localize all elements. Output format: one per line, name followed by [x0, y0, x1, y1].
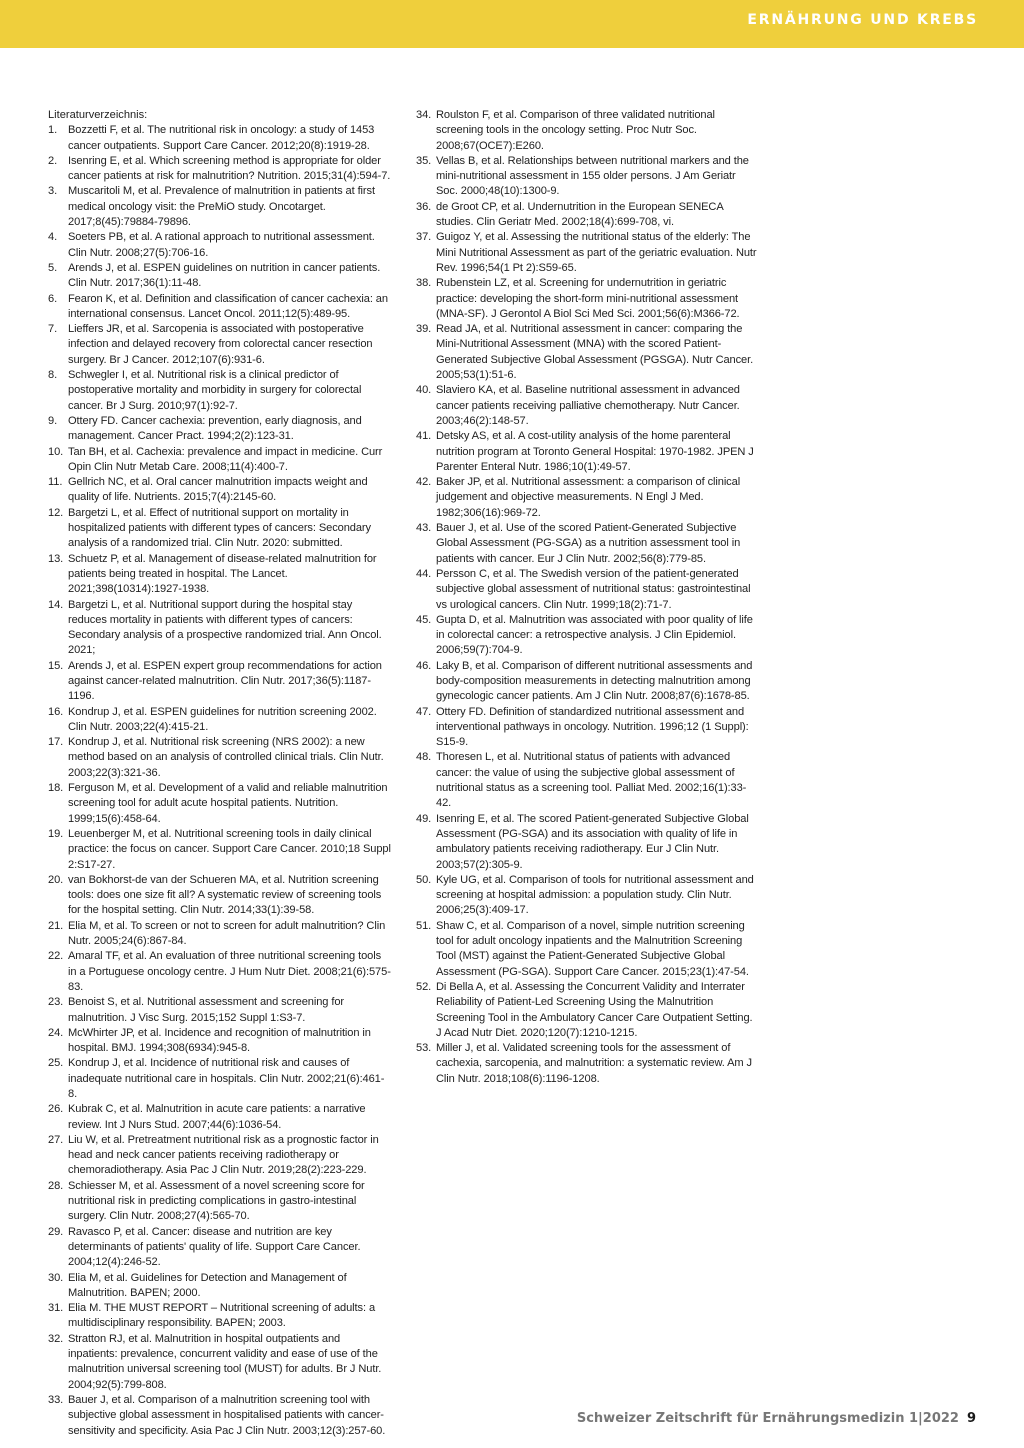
reference-text: Vellas B, et al. Relationships between nutritional markers and the mini-nutritional assessment in 155 older persons. J Am Geriatr Soc. 2000;48(10):1300-9.	[436, 154, 749, 198]
reference-number: 44.	[416, 567, 432, 580]
reference-number: 32.	[48, 1332, 64, 1345]
reference-item	[416, 659, 760, 705]
reference-number: 8.	[48, 369, 58, 382]
reference-number: 39.	[416, 323, 432, 336]
reference-number: 24.	[48, 1026, 64, 1039]
reference-number: 18.	[48, 782, 64, 795]
reference-item	[48, 1102, 392, 1133]
reference-number: 13.	[48, 552, 64, 565]
reference-text: Ferguson M, et al. Development of a valid and reliable malnutrition screening tool for adult acute hospital patients. Nutrition. 1999;15(6):458-64.	[68, 782, 388, 825]
reference-number: 15.	[48, 659, 64, 672]
reference-number: 16.	[48, 705, 64, 718]
reference-text: Baker JP, et al. Nutritional assessment: a comparison of clinical judgement and objective measurements. N Engl J Med. 1982;306(16):969-72.	[436, 476, 741, 519]
reference-item	[416, 613, 760, 659]
reference-item	[48, 1056, 392, 1102]
reference-text: Laky B, et al. Comparison of different nutritional assessments and body-composition measurements in detecting malnutrition among gynecologic cancer patients. Am J Clin Nutr. 2008;87(6):1678-85.	[436, 659, 753, 703]
reference-text: Arends J, et al. ESPEN expert group recommendations for action against cancer-related malnutrition. Clin Nutr. 2017;36(5):1187-1196.	[68, 659, 382, 703]
reference-text: Bargetzi L, et al. Nutritional support during the hospital stay reduces mortality in patients with different types of cancers: Secondary analysis of a prospective randomized trial. Ann Oncol. 2021;	[68, 598, 382, 657]
reference-number: 11.	[48, 476, 63, 489]
reference-text: Amaral TF, et al. An evaluation of three nutritional screening tools in a Portuguese oncology centre. J Hum Nutr Diet. 2008;21(6):575-83.	[68, 950, 391, 993]
reference-number: 21.	[48, 919, 64, 932]
reference-item	[416, 919, 760, 980]
reference-number: 23.	[48, 996, 64, 1009]
reference-number: 29.	[48, 1225, 64, 1238]
reference-item	[48, 705, 392, 736]
reference-text: Guigoz Y, et al. Assessing the nutritional status of the elderly: The Mini Nutritional Assessment as part of the geriatric evaluation. Nutr Rev. 1996;54(1 Pt 2):S59-65.	[436, 231, 757, 274]
reference-number: 35.	[416, 154, 432, 167]
references-list-left	[48, 123, 392, 1439]
reference-item	[48, 1179, 392, 1225]
reference-number: 52.	[416, 980, 432, 993]
reference-text: Kondrup J, et al. ESPEN guidelines for nutrition screening 2002. Clin Nutr. 2003;22(4):415-21.	[68, 705, 377, 733]
references-column-left	[48, 108, 392, 1439]
reference-item	[416, 429, 760, 475]
reference-item	[416, 154, 760, 200]
reference-item	[416, 200, 760, 231]
reference-number: 33.	[48, 1393, 64, 1406]
reference-text: van Bokhorst-de van der Schueren MA, et al. Nutrition screening tools: does one size fit all? A systematic review of screening tools for the hospital setting. Clin Nutr. 2014;33(1):39-58.	[68, 873, 382, 917]
references-list-right	[416, 108, 760, 1087]
reference-item	[416, 980, 760, 1041]
reference-text: Lieffers JR, et al. Sarcopenia is associated with postoperative infection and delayed recovery from colorectal cancer resection surgery. Br J Cancer. 2012;107(6):931-6.	[68, 323, 373, 366]
reference-item	[48, 414, 392, 445]
reference-number: 46.	[416, 659, 432, 672]
reference-item	[416, 567, 760, 613]
reference-item	[48, 123, 392, 154]
reference-number: 36.	[416, 200, 432, 213]
reference-item	[48, 1271, 392, 1302]
reference-text: Isenring E, et al. The scored Patient-generated Subjective Global Assessment (PG-SGA) and its association with quality of life in ambulatory patients receiving radiotherapy. Eur J Clin Nutr. 2003;57(2):305-9.	[436, 812, 749, 871]
reference-number: 42.	[416, 476, 432, 489]
reference-number: 22.	[48, 950, 64, 963]
reference-number: 51.	[416, 919, 432, 932]
reference-text: Soeters PB, et al. A rational approach to nutritional assessment. Clin Nutr. 2008;27(5):706-16.	[68, 231, 375, 259]
reference-item	[48, 154, 392, 185]
reference-text: Bargetzi L, et al. Effect of nutritional support on mortality in hospitalized patients with different types of cancers: Secondary analysis of a randomized trial. Clin Nutr. 2020: submitted.	[68, 506, 371, 550]
reference-item	[48, 1133, 392, 1179]
reference-number: 37.	[416, 231, 432, 244]
reference-text: Gellrich NC, et al. Oral cancer malnutrition impacts weight and quality of life. Nutrients. 2015;7(4):2145-60.	[68, 476, 368, 504]
reference-text: Isenring E, et al. Which screening method is appropriate for older cancer patients at risk for malnutrition? Nutrition. 2015;31(4):594-7.	[68, 154, 391, 183]
reference-item	[48, 292, 392, 323]
reference-text: Bozzetti F, et al. The nutritional risk in oncology: a study of 1453 cancer outpatients. Support Care Cancer. 2012;20(8):1919-28.	[68, 124, 375, 152]
reference-item	[48, 230, 392, 261]
reference-text: Arends J, et al. ESPEN guidelines on nutrition in cancer patients. Clin Nutr. 2017;36(1):11-48.	[68, 261, 381, 290]
reference-text: Roulston F, et al. Comparison of three validated nutritional screening tools in the oncology setting. Proc Nutr Soc. 2008;67(OCE7):E260.	[436, 109, 715, 152]
reference-item	[48, 873, 392, 919]
reference-number: 34.	[416, 109, 432, 121]
reference-text: Liu W, et al. Pretreatment nutritional risk as a prognostic factor in head and neck cancer patients receiving radiotherapy or chemoradiotherapy. Asia Pac J Clin Nutr. 2019;28(2):223-229.	[68, 1133, 379, 1177]
reference-number: 38.	[416, 277, 432, 290]
reference-number: 19.	[48, 827, 64, 840]
section-title: ERNÄHRUNG UND KREBS	[747, 12, 978, 28]
reference-number: 53.	[416, 1042, 432, 1055]
reference-item	[416, 108, 760, 154]
reference-item	[416, 705, 760, 751]
reference-number: 26.	[48, 1103, 64, 1116]
reference-text: Muscaritoli M, et al. Prevalence of malnutrition in patients at first medical oncology visit: the PreMiO study. Oncotarget. 2017;8(45):79884-79896.	[68, 185, 375, 229]
reference-item	[48, 368, 392, 414]
reference-number: 31.	[48, 1302, 64, 1315]
reference-number: 43.	[416, 522, 432, 535]
references-heading: Literaturverzeichnis:	[48, 109, 148, 121]
reference-number: 7.	[48, 323, 58, 336]
reference-text: Tan BH, et al. Cachexia: prevalence and impact in medicine. Curr Opin Clin Nutr Metab Care. 2008;11(4):400-7.	[68, 445, 383, 473]
reference-number: 9.	[48, 414, 58, 427]
reference-item	[48, 184, 392, 230]
reference-number: 47.	[416, 705, 432, 718]
reference-text: Gupta D, et al. Malnutrition was associated with poor quality of life in colorectal cancer: a retrospective analysis. J Clin Epidemiol. 2006;59(7):704-9.	[436, 613, 753, 657]
reference-item	[416, 383, 760, 429]
reference-item	[48, 598, 392, 659]
reference-item	[416, 873, 760, 919]
reference-item	[48, 919, 392, 950]
reference-item	[48, 1332, 392, 1393]
reference-item	[48, 1026, 392, 1057]
reference-text: Read JA, et al. Nutritional assessment in cancer: comparing the Mini-Nutritional Assessment (MNA) with the scored Patient-Generated Subjective Global Assessment (PGSGA). Nutr Cancer. 2005;53(1):51-6.	[436, 323, 754, 382]
reference-text: Kyle UG, et al. Comparison of tools for nutritional assessment and screening at hospital admission: a population study. Clin Nutr. 2006;25(3):409-17.	[436, 873, 754, 917]
reference-number: 30.	[48, 1271, 64, 1284]
journal-title: Schweizer Zeitschrift für Ernährungsmedizin 1|2022	[576, 1411, 959, 1426]
reference-text: Fearon K, et al. Definition and classification of cancer cachexia: an international consensus. Lancet Oncol. 2011;12(5):489-95.	[68, 292, 388, 320]
reference-number: 3.	[48, 185, 58, 198]
reference-item	[48, 949, 392, 995]
reference-number: 10.	[48, 445, 64, 458]
reference-text: Slaviero KA, et al. Baseline nutritional assessment in advanced cancer patients receiving palliative chemotherapy. Nutr Cancer. 2003;46(2):148-57.	[436, 384, 740, 427]
reference-text: Elia M. THE MUST REPORT – Nutritional screening of adults: a multidisciplinary responsibility. BAPEN; 2003.	[68, 1302, 376, 1330]
reference-text: Detsky AS, et al. A cost-utility analysis of the home parenteral nutrition program at Toronto General Hospital: 1970-1982. JPEN J Parenter Enteral Nutr. 1986;10(1):49-57.	[436, 430, 754, 473]
reference-text: Rubenstein LZ, et al. Screening for undernutrition in geriatric practice: developing the short-form mini-nutritional assessment (MNA-SF). J Gerontol A Biol Sci Med Sci. 2001;56(6):M366-72.	[436, 277, 740, 320]
reference-number: 45.	[416, 613, 432, 626]
reference-item	[48, 735, 392, 781]
reference-text: Stratton RJ, et al. Malnutrition in hospital outpatients and inpatients: prevalence, concurrent validity and ease of use of the malnutrition universal screening tool (MUST) for adults. Br J Nutr. 2004;92(5):799-808.	[68, 1332, 382, 1391]
reference-item	[416, 322, 760, 383]
reference-item	[48, 552, 392, 598]
reference-item	[416, 475, 760, 521]
reference-item	[48, 445, 392, 476]
reference-text: Kondrup J, et al. Incidence of nutritional risk and causes of inadequate nutritional care in hospitals. Clin Nutr. 2002;21(6):461-8.	[68, 1057, 385, 1100]
reference-item	[416, 276, 760, 322]
reference-text: Ottery FD. Cancer cachexia: prevention, early diagnosis, and management. Cancer Pract. 1994;2(2):123-31.	[68, 414, 362, 443]
page-footer	[577, 1411, 976, 1426]
reference-item	[48, 322, 392, 368]
reference-item	[48, 261, 392, 292]
reference-item	[48, 1225, 392, 1271]
reference-number: 14.	[48, 598, 64, 611]
reference-item	[48, 1393, 392, 1439]
reference-text: Bauer J, et al. Use of the scored Patient-Generated Subjective Global Assessment (PG-SGA) as a nutrition assessment tool in patients with cancer. Eur J Clin Nutr. 2002;56(8):779-85.	[436, 522, 741, 565]
reference-text: Ravasco P, et al. Cancer: disease and nutrition are key determinants of patients' quality of life. Support Care Cancer. 2004;12(4):246-52.	[68, 1225, 361, 1269]
reference-text: Elia M, et al. To screen or not to screen for adult malnutrition? Clin Nutr. 2005;24(6):867-84.	[68, 919, 386, 948]
reference-item	[416, 750, 760, 811]
reference-text: de Groot CP, et al. Undernutrition in the European SENECA studies. Clin Geriatr Med. 2002;18(4):699-708, vi.	[436, 200, 724, 229]
reference-text: Kondrup J, et al. Nutritional risk screening (NRS 2002): a new method based on an analysis of controlled clinical trials. Clin Nutr. 2003;22(3):321-36.	[68, 736, 384, 779]
reference-text: Benoist S, et al. Nutritional assessment and screening for malnutrition. J Visc Surg. 2015;152 Suppl 1:S3-7.	[68, 996, 345, 1024]
reference-text: Thoresen L, et al. Nutritional status of patients with advanced cancer: the value of using the subjective global assessment of nutritional status as a screening tool. Palliat Med. 2002;16(1):33-42.	[436, 751, 747, 810]
reference-number: 48.	[416, 751, 432, 764]
reference-text: Shaw C, et al. Comparison of a novel, simple nutrition screening tool for adult oncology inpatients and the Malnutrition Screening Tool (MST) against the Patient-Generated Subjective Global Assessment (PG-SGA). Support Care Cancer. 2015;23(1):47-54.	[436, 919, 749, 978]
reference-item	[416, 812, 760, 873]
reference-number: 20.	[48, 873, 64, 886]
reference-number: 49.	[416, 812, 432, 825]
reference-text: Leuenberger M, et al. Nutritional screening tools in daily clinical practice: the focus on cancer. Support Care Cancer. 2010;18 Suppl 2:S17-27.	[68, 827, 391, 871]
reference-text: Schwegler I, et al. Nutritional risk is a clinical predictor of postoperative mortality and morbidity in surgery for colorectal cancer. Br J Surg. 2010;97(1):92-7.	[68, 369, 362, 412]
reference-text: Schiesser M, et al. Assessment of a novel screening score for nutritional risk in predicting complications in gastro-intestinal surgery. Clin Nutr. 2008;27(4):565-70.	[68, 1179, 365, 1223]
reference-text: Elia M, et al. Guidelines for Detection and Management of Malnutrition. BAPEN; 2000.	[68, 1271, 347, 1299]
reference-number: 12.	[48, 506, 64, 519]
reference-item	[48, 827, 392, 873]
reference-number: 28.	[48, 1179, 64, 1192]
page-number: 9	[966, 1411, 976, 1426]
reference-text: Schuetz P, et al. Management of disease-related malnutrition for patients being treated in hospital. The Lancet. 2021;398(10314):1927-1938.	[68, 552, 377, 596]
reference-number: 6.	[48, 292, 58, 305]
reference-item	[48, 1301, 392, 1332]
reference-text: McWhirter JP, et al. Incidence and recognition of malnutrition in hospital. BMJ. 1994;308(6934):945-8.	[68, 1026, 371, 1055]
reference-text: Persson C, et al. The Swedish version of the patient-generated subjective global assessment of nutritional status: gastrointestinal vs urological cancers. Clin Nutr. 1999;18(2):71-7.	[436, 567, 751, 611]
reference-item	[48, 506, 392, 552]
reference-text: Miller J, et al. Validated screening tools for the assessment of cachexia, sarcopenia, and malnutrition: a systematic review. Am J Clin Nutr. 2018;108(6):1196-1208.	[436, 1042, 752, 1085]
reference-number: 27.	[48, 1133, 64, 1146]
reference-number: 4.	[48, 231, 58, 244]
reference-item	[48, 995, 392, 1026]
reference-item	[416, 1041, 760, 1087]
reference-item	[48, 475, 392, 506]
reference-text: Ottery FD. Definition of standardized nutritional assessment and interventional pathways in oncology. Nutrition. 1996;12 (1 Suppl): S15-9.	[436, 705, 749, 749]
reference-number: 25.	[48, 1057, 64, 1070]
reference-text: Di Bella A, et al. Assessing the Concurrent Validity and Interrater Reliability of Patient-Led Screening Using the Malnutrition Screening Tool in the Ambulatory Cancer Care Outpatient Setting. J Acad Nutr Diet. 2020;120(7):1210-1215.	[436, 980, 753, 1039]
reference-number: 1.	[48, 124, 58, 137]
reference-number: 2.	[48, 154, 58, 167]
reference-number: 50.	[416, 873, 432, 886]
reference-text: Bauer J, et al. Comparison of a malnutrition screening tool with subjective global assessment in hospitalised patients with cancer-sensitivity and specificity. Asia Pac J Clin Nutr. 2003;12(3):257-60.	[68, 1393, 386, 1437]
reference-number: 17.	[48, 736, 64, 749]
reference-item	[416, 521, 760, 567]
header-bar	[0, 0, 1024, 48]
reference-item	[416, 230, 760, 276]
reference-number: 41.	[416, 430, 432, 443]
reference-item	[48, 659, 392, 705]
reference-item	[48, 781, 392, 827]
reference-number: 5.	[48, 261, 58, 274]
reference-number: 40.	[416, 384, 432, 397]
reference-text: Kubrak C, et al. Malnutrition in acute care patients: a narrative review. Int J Nurs Stud. 2007;44(6):1036-54.	[68, 1103, 366, 1131]
references-column-right	[416, 108, 760, 1087]
